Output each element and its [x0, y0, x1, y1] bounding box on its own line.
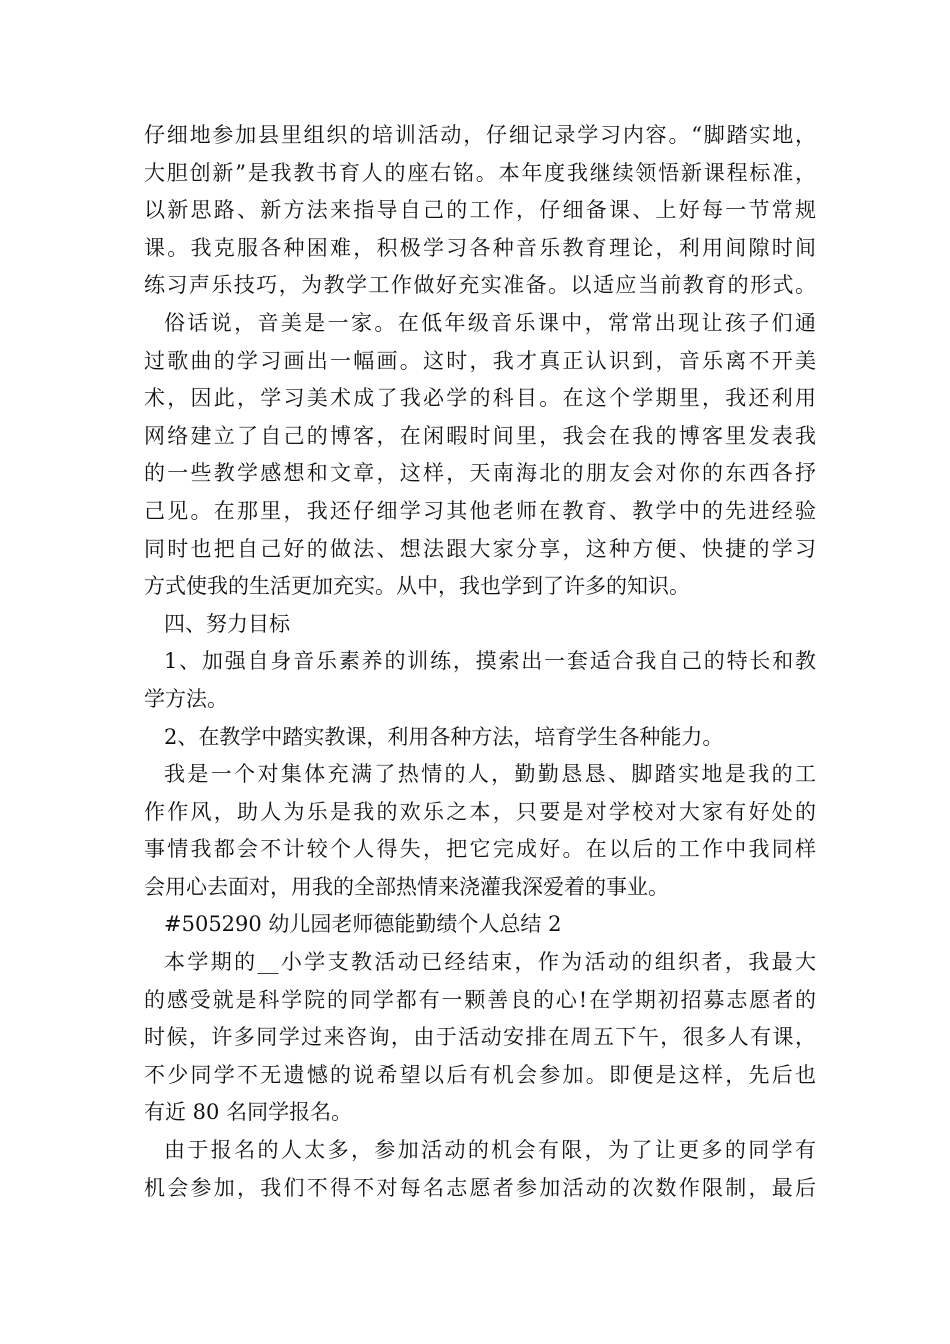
text-line: 大胆创新”是我教书育人的座右铭。本年度我继续领悟新课程标准， [144, 160, 816, 185]
text-line: 以新思路、新方法来指导自己的工作，仔细备课、上好每一节常规 [144, 198, 816, 223]
text-line: #505290 幼儿园老师德能勤绩个人总结 2 [164, 912, 562, 937]
text-line: 同时也把自己好的做法、想法跟大家分享，这种方便、快捷的学习 [144, 536, 816, 561]
text-line: 仔细地参加县里组织的培训活动，仔细记录学习内容。“脚踏实地， [144, 123, 816, 147]
text-line: 练习声乐技巧，为教学工作做好充实准备。以适应当前教育的形式。 [144, 273, 816, 298]
text-line: 方式使我的生活更加充实。从中，我也学到了许多的知识。 [144, 574, 690, 599]
text-line: 事情我都会不计较个人得失，把它完成好。在以后的工作中我同样 [144, 837, 816, 862]
text-line: 课。我克服各种困难，积极学习各种音乐教育理论，利用间隙时间 [144, 235, 816, 260]
text-line: 术，因此，学习美术成了我必学的科目。在这个学期里，我还利用 [144, 386, 816, 411]
text-line: 不少同学不无遗憾的说希望以后有机会参加。即便是这样，先后也 [144, 1062, 816, 1087]
text-line: 学方法。 [144, 686, 228, 711]
text-line: 2、在教学中踏实教课，利用各种方法，培育学生各种能力。 [164, 724, 724, 749]
text-line: 网络建立了自己的博客，在闲暇时间里，我会在我的博客里发表我 [144, 423, 816, 448]
text-line: 过歌曲的学习画出一幅画。这时，我才真正认识到，音乐离不开美 [144, 348, 816, 373]
text-line: 俗话说，音美是一家。在低年级音乐课中，常常出现让孩子们通 [164, 310, 816, 335]
text-line: 会用心去面对，用我的全部热情来浇灌我深爱着的事业。 [144, 874, 669, 899]
text-line: 我是一个对集体充满了热情的人，勤勤恳恳、脚踏实地是我的工 [164, 762, 816, 787]
text-line: 己见。在那里，我还仔细学习其他老师在教育、教学中的先进经验 [144, 498, 816, 523]
text-line: 作作风，助人为乐是我的欢乐之本，只要是对学校对大家有好处的 [144, 799, 816, 824]
text-line: 的感受就是科学院的同学都有一颗善良的心!在学期初招募志愿者的 [144, 987, 816, 1012]
text-line: 由于报名的人太多，参加活动的机会有限，为了让更多的同学有 [164, 1138, 816, 1163]
text-line: 的一些教学感想和文章，这样，天南海北的朋友会对你的东西各抒 [144, 461, 816, 486]
text-line: 本学期的__小学支教活动已经结束，作为活动的组织者，我最大 [164, 950, 816, 975]
text-line: 时候，许多同学过来咨询，由于活动安排在周五下午，很多人有课， [144, 1025, 816, 1050]
body-text [144, 117, 816, 1207]
text-line: 1、加强自身音乐素养的训练，摸索出一套适合我自己的特长和教 [164, 649, 816, 674]
text-line: 有近 80 名同学报名。 [144, 1100, 353, 1125]
text-line: 机会参加，我们不得不对每名志愿者参加活动的次数作限制，最后 [144, 1175, 816, 1200]
text-line: 四、努力目标 [164, 611, 290, 636]
